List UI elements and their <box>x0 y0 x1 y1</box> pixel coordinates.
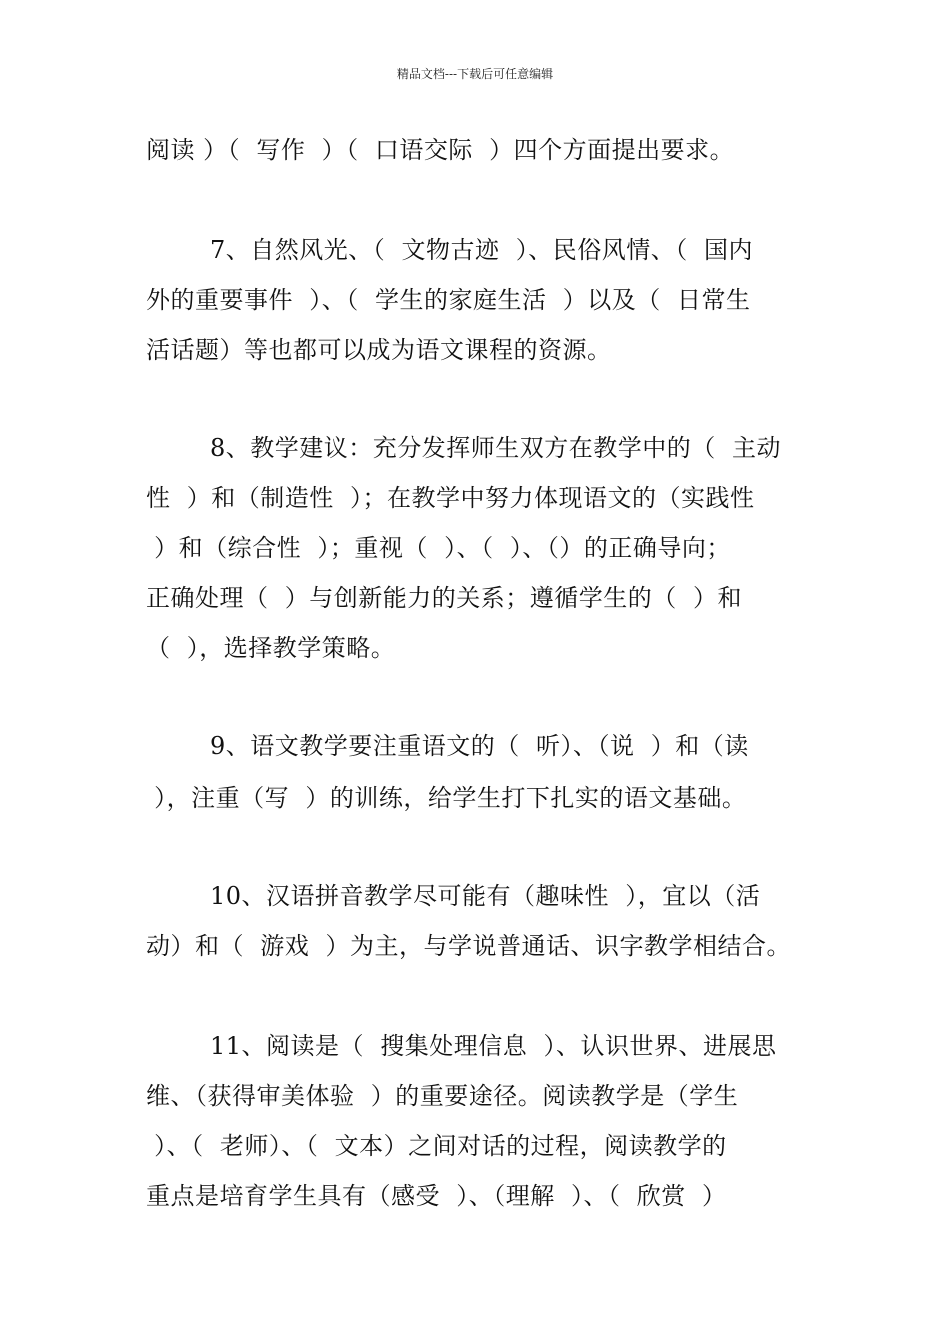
text-line: 9、语文教学要注重语文的（ 听）、（说 ）和（读 <box>210 732 749 760</box>
text-line: 阅读 ）（ 写作 ）（ 口语交际 ）四个方面提出要求。 <box>146 136 735 164</box>
text-line: 维、（获得审美体验 ）的重要途径。阅读教学是（学生 <box>146 1082 739 1110</box>
text-line: ）和（综合性 ）；重视（ ）、（ ）、（）的正确导向； <box>146 534 731 562</box>
text-line: 外的重要事件 ）、（ 学生的家庭生活 ）以及（ 日常生 <box>146 286 751 314</box>
text-line: 重点是培育学生具有（感受 ）、（理解 ）、（ 欣赏 ） <box>146 1182 727 1210</box>
text-line: （ ），选择教学策略。 <box>146 634 396 662</box>
text-line: 10、汉语拼音教学尽可能有（趣味性 ），宜以（活 <box>210 882 761 910</box>
text-line: ）、（ 老师）、（ 文本）之间对话的过程，阅读教学的 <box>146 1132 727 1160</box>
text-line: 正确处理（ ）与创新能力的关系；遵循学生的（ ）和 <box>146 584 743 612</box>
text-line: 活话题）等也都可以成为语文课程的资源。 <box>146 336 612 364</box>
text-line: 8、教学建议：充分发挥师生双方在教学中的（ 主动 <box>210 434 782 462</box>
text-line: 7、自然风光、（ 文物古迹 ）、民俗风情、（ 国内 <box>210 236 754 264</box>
text-line: 11、阅读是（ 搜集处理信息 ）、认识世界、进展思 <box>210 1032 777 1060</box>
text-line: 性 ）和（制造性 ）；在教学中努力体现语文的（实践性 <box>146 484 755 512</box>
text-line: 动）和（ 游戏 ）为主，与学说普通话、识字教学相结合。 <box>146 932 792 960</box>
text-line: ），注重（写 ）的训练，给学生打下扎实的语文基础。 <box>146 784 747 812</box>
page-header: 精品文档---下载后可任意编辑 <box>396 67 554 81</box>
